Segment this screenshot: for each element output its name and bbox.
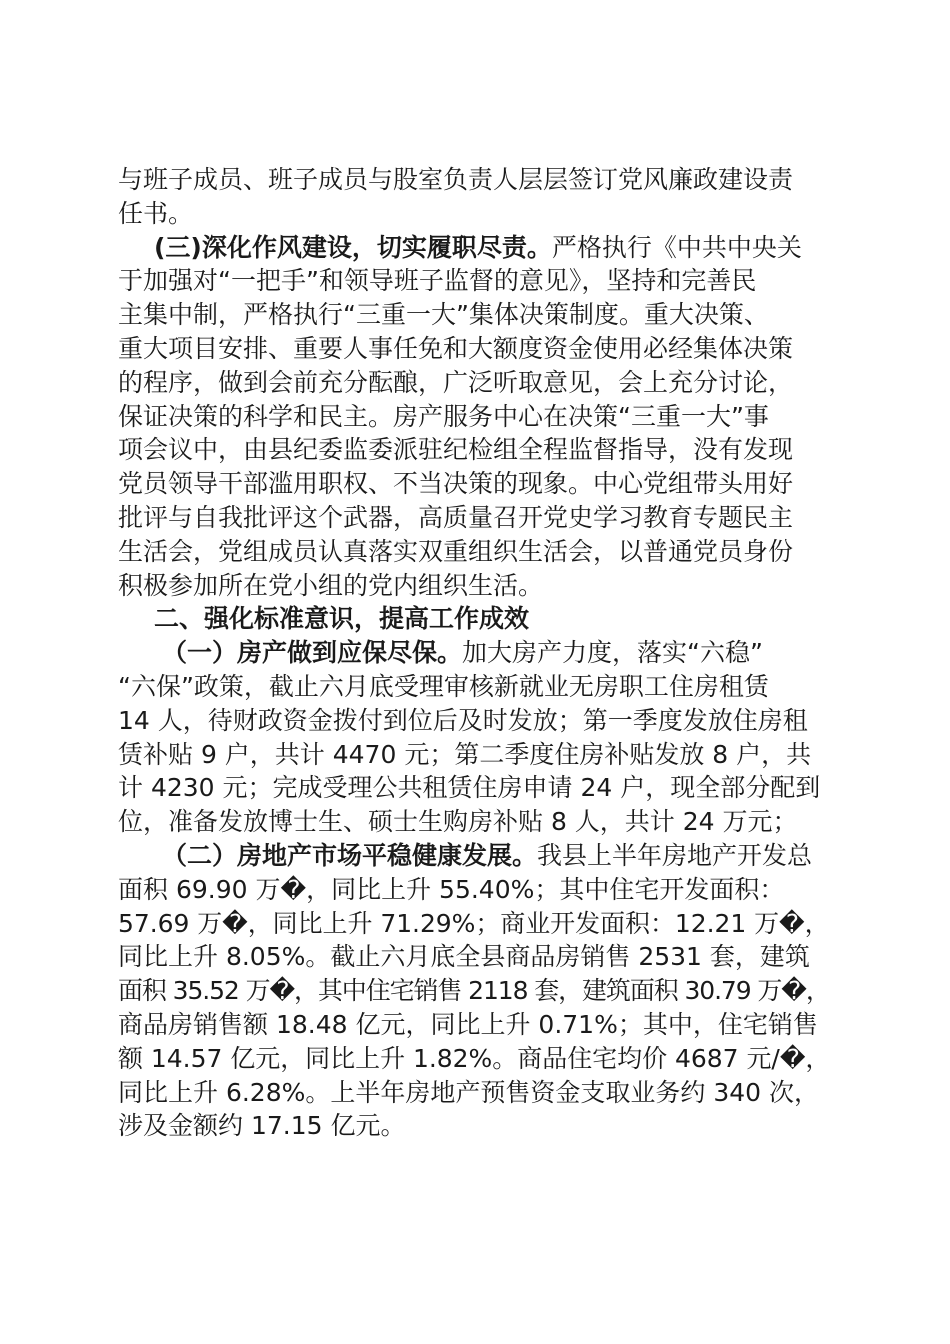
document-line	[118, 636, 830, 670]
section-heading: (三)深化作风建设，切实履职尽责。	[154, 232, 552, 262]
document-line: 主集中制，严格执行“三重一大”集体决策制度。重大决策、	[118, 300, 769, 330]
section-heading: （二）房地产市场平稳健康发展。	[162, 840, 538, 870]
document-line: 额 14.57 亿元，同比上升 1.82%。商品住宅均价 4687 元/�，	[118, 1043, 830, 1073]
document-line: 项会议中，由县纪委监委派驻纪检组全程监督指导，没有发现	[118, 435, 794, 465]
document-line: 面积 35.52 万�，其中住宅销售 2118 套，建筑面积 30.79 万�，	[118, 976, 830, 1006]
document-line: 于加强对“一把手”和领导班子监督的意见》，坚持和完善民	[118, 266, 757, 296]
document-line: 赁补贴 9 户，共计 4470 元；第二季度住房补贴发放 8 户，共	[118, 739, 812, 769]
document-line: “六保”政策，截止六月底受理审核新就业无房职工住房租赁	[118, 671, 769, 701]
document-body	[118, 163, 830, 1143]
document-line: 生活会，党组成员认真落实双重组织生活会，以普通党员身份	[118, 536, 794, 566]
paragraph-text: 严格执行《中共中央关	[551, 232, 802, 262]
paragraph-text: 加大房产力度，落实“六稳”	[462, 638, 763, 668]
document-line: 同比上升 6.28%。上半年房地产预售资金支取业务约 340 次，	[118, 1077, 819, 1107]
document-line: 14 人，待财政资金拨付到位后及时发放；第一季度发放住房租	[118, 705, 808, 735]
document-line: 批评与自我批评这个武器，高质量召开党史学习教育专题民主	[118, 502, 794, 532]
document-line: 党员领导干部滥用职权、不当决策的现象。中心党组带头用好	[118, 469, 794, 499]
document-line: 与班子成员、班子成员与股室负责人层层签订党风廉政建设责	[118, 165, 794, 194]
document-line: 重大项目安排、重要人事任免和大额度资金使用必经集体决策	[118, 333, 794, 363]
document-line	[118, 839, 830, 873]
document-line: 同比上升 8.05%。截止六月底全县商品房销售 2531 套，建筑	[118, 942, 810, 972]
document-line: 商品房销售额 18.48 亿元，同比上升 0.71%；其中，住宅销售	[118, 1009, 818, 1039]
document-line: 保证决策的科学和民主。房产服务中心在决策“三重一大”事	[118, 401, 769, 431]
document-line: 57.69 万�，同比上升 71.29%；商业开发面积：12.21 万�，	[118, 908, 830, 938]
document-line	[118, 231, 830, 265]
chapter-heading: 二、强化标准意识，提高工作成效	[154, 604, 530, 634]
paragraph-text: 我县上半年房地产开发总	[537, 840, 813, 870]
document-line: 任书。	[118, 198, 194, 228]
section-heading: （一）房产做到应保尽保。	[162, 638, 463, 668]
document-line: 位，准备发放博士生、硕士生购房补贴 8 人，共计 24 万元；	[118, 807, 798, 837]
document-line: 涉及金额约 17.15 亿元。	[118, 1111, 406, 1141]
document-line: 面积 69.90 万�，同比上升 55.40%；其中住宅开发面积：	[118, 874, 785, 904]
document-line: 计 4230 元；完成受理公共租赁住房申请 24 户，现全部分配到	[118, 773, 821, 803]
document-line: 积极参加所在党小组的党内组织生活。	[118, 570, 544, 600]
document-line: 的程序，做到会前充分酝酿，广泛听取意见，会上充分讨论，	[118, 367, 794, 397]
document-line	[118, 602, 830, 636]
